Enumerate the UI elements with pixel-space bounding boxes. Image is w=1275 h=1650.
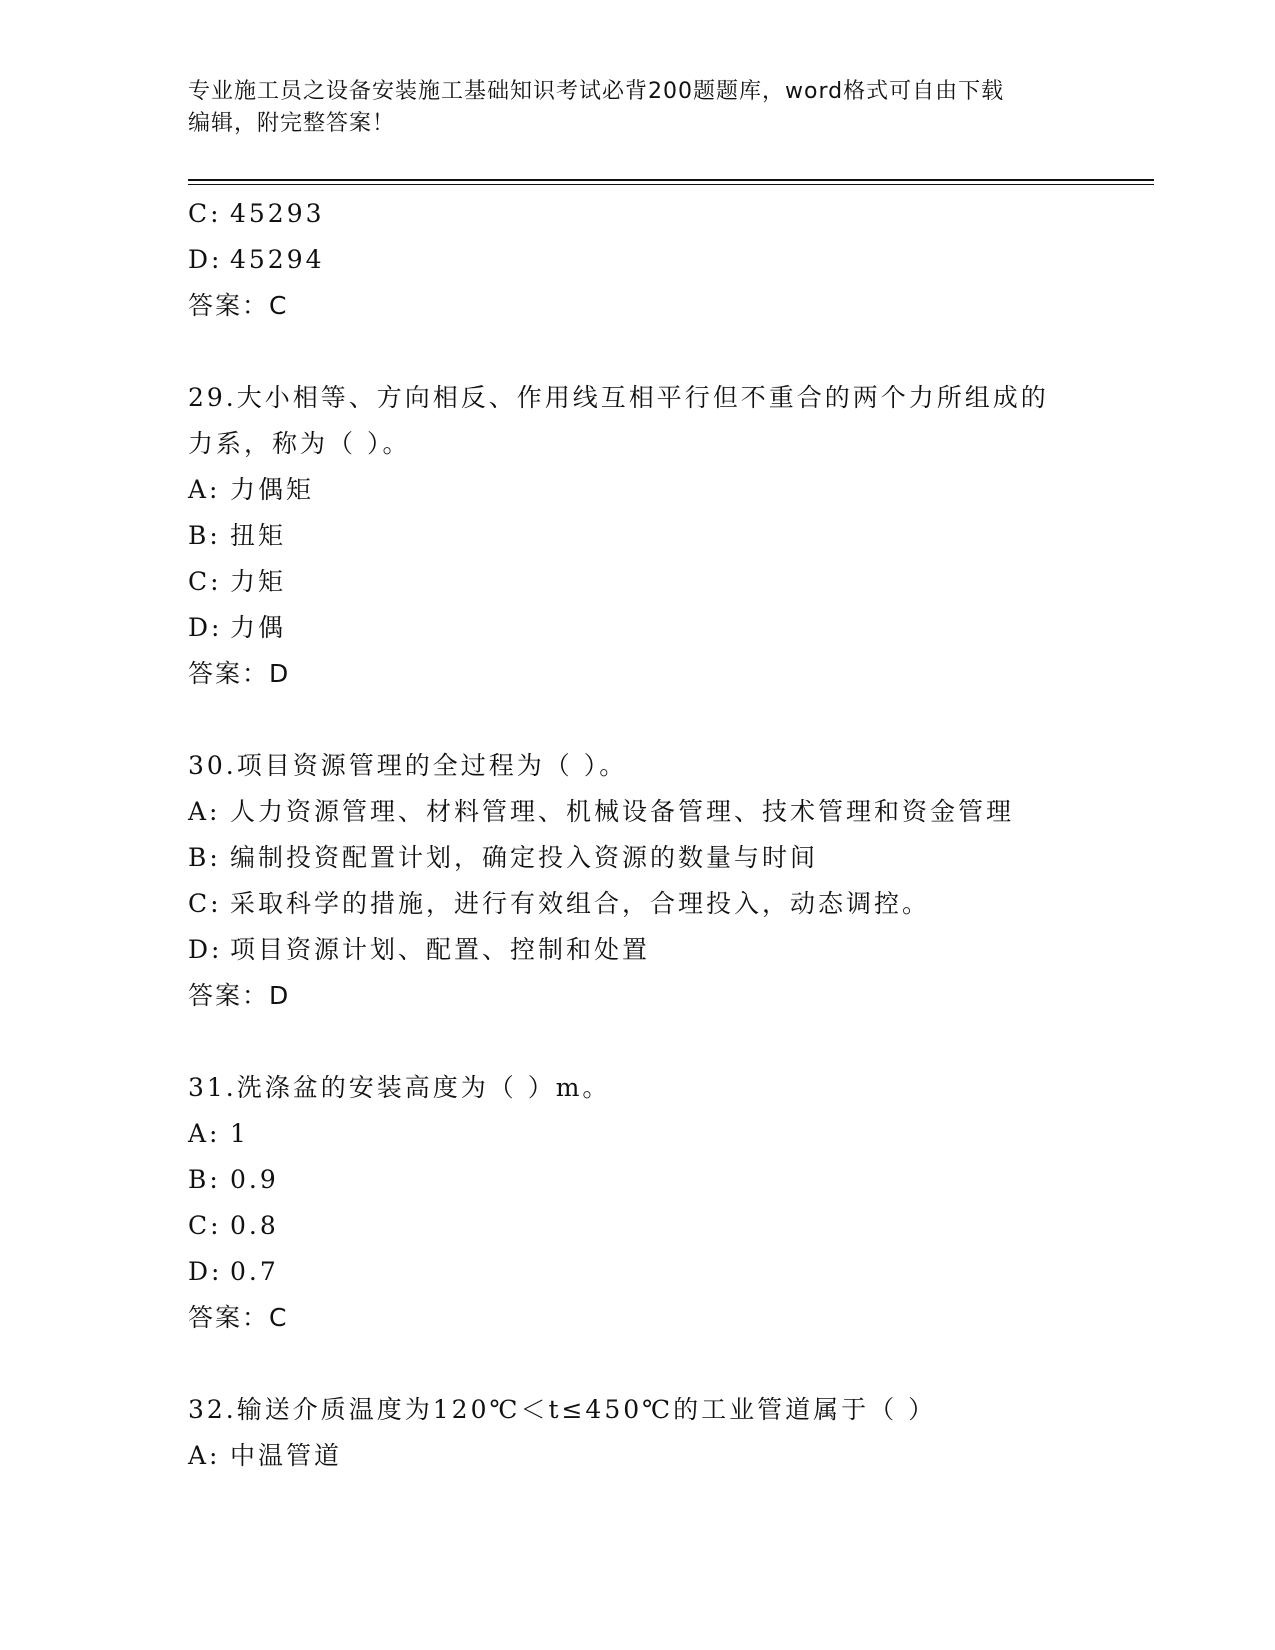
option-letter: A: [188, 475, 221, 504]
option-c [188, 1203, 1148, 1249]
option-letter: A: [188, 1441, 221, 1470]
option-text: 0.8 [230, 1211, 279, 1240]
header-title-line-1: 专业施工员之设备安装施工基础知识考试必背200题题库，word格式可自由下载 [188, 79, 1005, 104]
option-letter: B: [188, 521, 221, 550]
header-divider-thin [188, 184, 1154, 185]
question-28-tail [188, 191, 1148, 329]
spacer [188, 697, 1148, 743]
document-header [188, 76, 1078, 140]
option-text: 编制投资配置计划，确定投入资源的数量与时间 [230, 843, 819, 872]
option-text: 0.7 [230, 1257, 279, 1286]
option-text: 力偶 [230, 613, 287, 642]
option-c [188, 881, 1148, 927]
option-letter: D: [188, 613, 223, 642]
option-text: 扭矩 [230, 521, 287, 550]
option-text: 中温管道 [230, 1441, 343, 1470]
option-letter: B: [188, 843, 221, 872]
option-letter: C: [188, 889, 222, 918]
option-c [188, 559, 1148, 605]
option-text: 0.9 [230, 1165, 279, 1194]
option-b [188, 1157, 1148, 1203]
option-text: 力偶矩 [230, 475, 315, 504]
option-d [188, 237, 1148, 283]
option-b [188, 835, 1148, 881]
answer-line: 答案：D [188, 659, 291, 688]
header-divider-thick [188, 179, 1154, 181]
option-d [188, 605, 1148, 651]
option-c [188, 191, 1148, 237]
answer-line: 答案：C [188, 1303, 289, 1332]
option-text: 45293 [230, 199, 325, 228]
option-letter: C: [188, 199, 222, 228]
option-a [188, 1433, 1148, 1479]
spacer [188, 329, 1148, 375]
option-letter: B: [188, 1165, 221, 1194]
option-letter: A: [188, 1119, 221, 1148]
question-29 [188, 375, 1148, 697]
option-a [188, 789, 1148, 835]
option-d [188, 1249, 1148, 1295]
question-stem: 29.大小相等、方向相反、作用线互相平行但不重合的两个力所组成的 [188, 383, 1049, 412]
option-a [188, 467, 1148, 513]
header-title-line-2: 编辑，附完整答案！ [188, 111, 396, 136]
question-stem: 32.输送介质温度为120℃＜t≤450℃的工业管道属于（ ） [188, 1395, 937, 1424]
option-text: 1 [230, 1119, 249, 1148]
option-letter: D: [188, 935, 223, 964]
question-31 [188, 1065, 1148, 1341]
question-stem: 30.项目资源管理的全过程为（ ）。 [188, 751, 628, 780]
option-text: 项目资源计划、配置、控制和处置 [230, 935, 651, 964]
spacer [188, 1341, 1148, 1387]
spacer [188, 1019, 1148, 1065]
option-text: 人力资源管理、材料管理、机械设备管理、技术管理和资金管理 [230, 797, 1015, 826]
option-text: 采取科学的措施，进行有效组合，合理投入，动态调控。 [230, 889, 931, 918]
option-text: 45294 [230, 245, 325, 274]
question-30 [188, 743, 1148, 1019]
question-32 [188, 1387, 1148, 1479]
option-letter: C: [188, 1211, 222, 1240]
option-letter: A: [188, 797, 221, 826]
question-stem: 31.洗涤盆的安装高度为（ ）m。 [188, 1073, 611, 1102]
question-stem: 力系，称为（ ）。 [188, 429, 411, 458]
answer-line: 答案：D [188, 981, 291, 1010]
option-text: 力矩 [230, 567, 287, 596]
answer-line: 答案：C [188, 291, 289, 320]
question-list [188, 191, 1148, 1479]
option-d [188, 927, 1148, 973]
option-b [188, 513, 1148, 559]
option-letter: C: [188, 567, 222, 596]
option-a [188, 1111, 1148, 1157]
option-letter: D: [188, 1257, 223, 1286]
option-letter: D: [188, 245, 223, 274]
